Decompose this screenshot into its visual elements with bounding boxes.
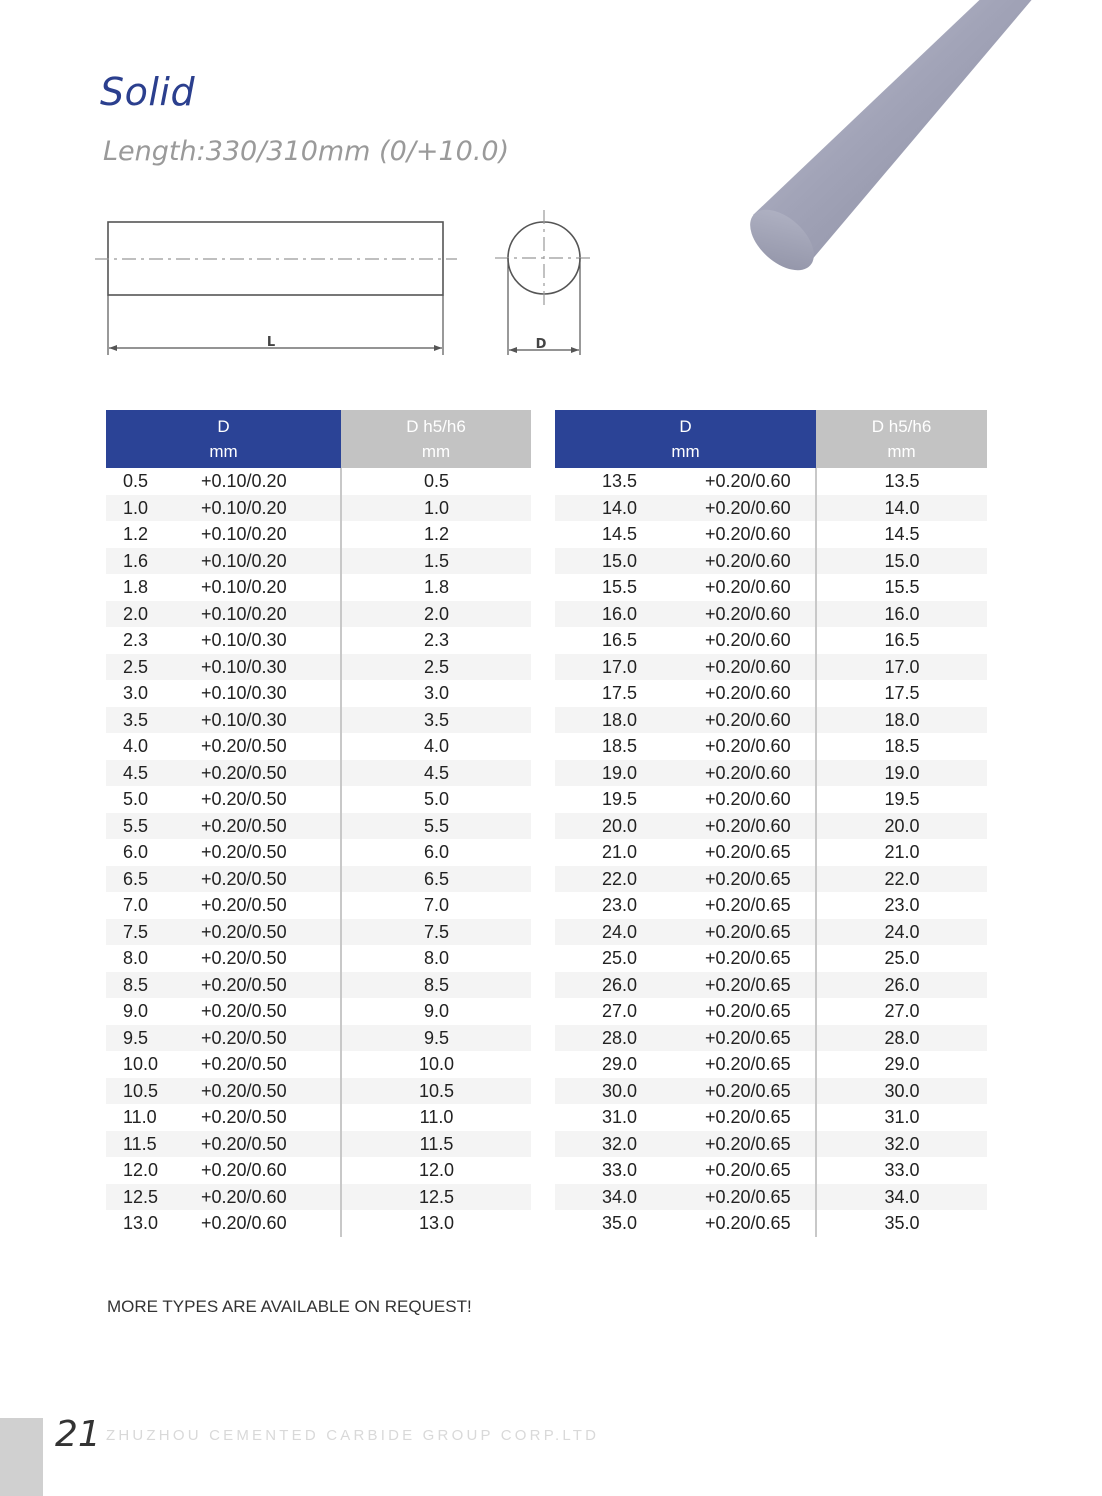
cell-d-nominal: 35.0 [602, 1213, 638, 1233]
table-row [106, 707, 531, 734]
table-row [555, 707, 987, 734]
cell-d-h5h6: 21.0 [816, 839, 987, 866]
cell-d-tolerance: +0.10/0.30 [201, 707, 341, 734]
cell-d-nominal: 8.0 [123, 948, 149, 968]
cell-d-h5h6: 30.0 [816, 1078, 987, 1105]
cell-d-nominal: 31.0 [602, 1107, 638, 1127]
cell-d-h5h6: 26.0 [816, 972, 987, 999]
cell-d-nominal: 5.5 [106, 813, 201, 840]
cell-d-h5h6: 14.5 [816, 521, 987, 548]
cell-d-h5h6: 5.0 [341, 786, 531, 813]
cell-d-h5h6: 23.0 [816, 892, 987, 919]
cell-d-h5h6: 33.0 [816, 1157, 987, 1184]
table-row [555, 548, 987, 575]
table-row [555, 1025, 987, 1052]
cell-d-tolerance: +0.20/0.60 [705, 630, 791, 650]
header-h [816, 410, 987, 468]
header-d [555, 410, 816, 468]
cell-d-nominal: 9.0 [123, 1001, 149, 1021]
cell-d-tolerance: +0.20/0.60 [705, 495, 816, 522]
cell-d-tolerance: +0.20/0.65 [705, 1001, 791, 1021]
table-row [555, 468, 987, 495]
cell-d-tolerance: +0.20/0.50 [201, 948, 287, 968]
cell-d-tolerance: +0.10/0.20 [201, 548, 341, 575]
cell-d-nominal: 12.5 [106, 1184, 201, 1211]
cell-d-nominal: 16.5 [602, 630, 638, 650]
cell-d-nominal: 25.0 [602, 948, 638, 968]
table-header-row [106, 410, 531, 468]
table-row [555, 601, 987, 628]
cell-d-nominal: 24.0 [555, 919, 705, 946]
table-row [555, 839, 987, 866]
cell-d-nominal: 12.0 [123, 1160, 159, 1180]
cell-d-tolerance: +0.20/0.60 [705, 471, 791, 491]
cell-d-nominal: 18.0 [555, 707, 705, 734]
table-row [106, 627, 531, 654]
cell-d-h5h6: 8.5 [341, 972, 531, 999]
table-row [555, 1078, 987, 1105]
cell-d-nominal: 10.0 [123, 1054, 159, 1074]
cell-d-nominal: 33.0 [602, 1160, 638, 1180]
cell-d-nominal: 1.0 [106, 495, 201, 522]
cell-d-nominal: 9.5 [106, 1025, 201, 1052]
table-row [106, 813, 531, 840]
table-row [106, 574, 531, 601]
rod-side-view-drawing [95, 205, 465, 360]
cell-d-h5h6: 9.0 [341, 998, 531, 1025]
diameter-label: D [535, 337, 547, 352]
cell-d-nominal: 27.0 [602, 1001, 638, 1021]
cell-d-h5h6: 17.0 [816, 654, 987, 681]
cell-d-tolerance: +0.20/0.65 [705, 972, 816, 999]
cell-d-h5h6: 4.5 [341, 760, 531, 787]
cell-d-tolerance: +0.10/0.30 [201, 630, 287, 650]
cell-d-h5h6: 32.0 [816, 1131, 987, 1158]
table-row [555, 680, 987, 707]
table-row [106, 892, 531, 919]
cell-d-nominal: 29.0 [602, 1054, 638, 1074]
cell-d-nominal: 34.0 [555, 1184, 705, 1211]
cell-d-nominal: 6.0 [123, 842, 149, 862]
cell-d-nominal: 26.0 [555, 972, 705, 999]
cell-d-tolerance: +0.20/0.60 [201, 1213, 287, 1233]
cell-d-tolerance: +0.10/0.20 [201, 495, 341, 522]
cell-d-h5h6: 18.0 [816, 707, 987, 734]
cell-d-nominal: 28.0 [555, 1025, 705, 1052]
cell-d-tolerance: +0.10/0.20 [201, 471, 287, 491]
header-h-label: D h5/h6 [871, 417, 932, 436]
cell-d-h5h6: 24.0 [816, 919, 987, 946]
table-body-right [555, 468, 987, 1237]
cell-d-nominal: 14.5 [602, 524, 638, 544]
cell-d-tolerance: +0.20/0.65 [705, 1213, 791, 1233]
cell-d-nominal: 11.0 [123, 1107, 157, 1127]
cell-d-nominal: 17.5 [602, 683, 638, 703]
cell-d-nominal: 14.0 [555, 495, 705, 522]
cell-d-tolerance: +0.20/0.50 [201, 760, 341, 787]
table-row [555, 1131, 987, 1158]
cell-d-tolerance: +0.20/0.50 [201, 866, 341, 893]
table-row [555, 1210, 987, 1237]
cell-d-h5h6: 9.5 [341, 1025, 531, 1052]
cell-d-h5h6: 28.0 [816, 1025, 987, 1052]
cell-d-tolerance: +0.20/0.60 [201, 1160, 287, 1180]
cell-d-tolerance: +0.20/0.60 [705, 683, 791, 703]
cell-d-nominal: 8.5 [106, 972, 201, 999]
table-row [106, 786, 531, 813]
cell-d-nominal: 13.5 [602, 471, 638, 491]
cell-d-h5h6: 17.5 [816, 680, 987, 707]
header-d-label: D [679, 417, 692, 436]
cell-d-nominal: 15.0 [555, 548, 705, 575]
cell-d-tolerance: +0.20/0.50 [201, 1025, 341, 1052]
cell-d-h5h6: 12.0 [341, 1157, 531, 1184]
cell-d-nominal: 22.0 [555, 866, 705, 893]
cell-d-h5h6: 13.0 [341, 1210, 531, 1237]
cell-d-h5h6: 0.5 [341, 468, 531, 495]
length-spec: Length:330/310mm (0/+10.0) [103, 136, 510, 167]
cell-d-tolerance: +0.20/0.60 [201, 1184, 341, 1211]
cell-d-tolerance: +0.20/0.60 [705, 548, 816, 575]
cell-d-nominal: 13.0 [123, 1213, 159, 1233]
table-row [106, 654, 531, 681]
cell-d-nominal: 15.5 [602, 577, 638, 597]
cell-d-tolerance: +0.20/0.65 [705, 948, 791, 968]
cell-d-nominal: 2.3 [123, 630, 149, 650]
cell-d-nominal: 1.6 [106, 548, 201, 575]
cell-d-h5h6: 15.0 [816, 548, 987, 575]
table-row [555, 866, 987, 893]
table-row [555, 919, 987, 946]
cell-d-h5h6: 4.0 [341, 733, 531, 760]
cell-d-h5h6: 27.0 [816, 998, 987, 1025]
cell-d-tolerance: +0.20/0.60 [705, 601, 816, 628]
table-row [555, 945, 987, 972]
cell-d-tolerance: +0.20/0.50 [201, 842, 287, 862]
cell-d-h5h6: 18.5 [816, 733, 987, 760]
cell-d-tolerance: +0.20/0.65 [705, 895, 791, 915]
cell-d-h5h6: 2.0 [341, 601, 531, 628]
header-h-unit: mm [421, 442, 451, 461]
availability-note: MORE TYPES ARE AVAILABLE ON REQUEST! [107, 1297, 472, 1316]
cell-d-h5h6: 1.5 [341, 548, 531, 575]
cell-d-tolerance: +0.20/0.60 [705, 813, 816, 840]
cell-d-h5h6: 6.0 [341, 839, 531, 866]
cell-d-nominal: 6.5 [106, 866, 201, 893]
cell-d-nominal: 4.5 [106, 760, 201, 787]
table-row [106, 998, 531, 1025]
cell-d-tolerance: +0.20/0.50 [201, 1054, 287, 1074]
cell-d-h5h6: 10.0 [341, 1051, 531, 1078]
cell-d-nominal: 23.0 [602, 895, 638, 915]
cell-d-nominal: 32.0 [555, 1131, 705, 1158]
table-row [555, 654, 987, 681]
table-row [555, 998, 987, 1025]
cell-d-tolerance: +0.20/0.65 [705, 1025, 816, 1052]
table-row [106, 495, 531, 522]
table-row [106, 866, 531, 893]
cell-d-h5h6: 11.5 [341, 1131, 531, 1158]
cell-d-h5h6: 15.5 [816, 574, 987, 601]
table-row [555, 495, 987, 522]
cell-d-tolerance: +0.20/0.50 [201, 736, 287, 756]
header-h-unit: mm [887, 442, 916, 461]
cell-d-tolerance: +0.20/0.65 [705, 1184, 816, 1211]
page-title: Solid [100, 70, 196, 114]
rod-end-view-drawing [495, 205, 600, 360]
cell-d-tolerance: +0.20/0.50 [201, 813, 341, 840]
cell-d-tolerance: +0.20/0.65 [705, 1054, 791, 1074]
cell-d-nominal: 20.0 [555, 813, 705, 840]
cell-d-nominal: 7.5 [106, 919, 201, 946]
cell-d-nominal: 30.0 [555, 1078, 705, 1105]
table-row [106, 919, 531, 946]
cell-d-h5h6: 2.3 [341, 627, 531, 654]
cell-d-tolerance: +0.20/0.60 [705, 524, 791, 544]
header-d [106, 410, 341, 468]
cell-d-tolerance: +0.20/0.60 [705, 707, 816, 734]
cell-d-h5h6: 1.2 [341, 521, 531, 548]
cell-d-tolerance: +0.20/0.50 [201, 1107, 287, 1127]
cell-d-h5h6: 29.0 [816, 1051, 987, 1078]
cell-d-nominal: 0.5 [123, 471, 149, 491]
cell-d-tolerance: +0.20/0.65 [705, 866, 816, 893]
table-row [555, 786, 987, 813]
table-row [555, 1104, 987, 1131]
cell-d-nominal: 5.0 [123, 789, 149, 809]
table-row [106, 548, 531, 575]
table-row [555, 1184, 987, 1211]
cell-d-tolerance: +0.20/0.60 [705, 654, 816, 681]
table-row [555, 1051, 987, 1078]
table-row [106, 521, 531, 548]
cell-d-h5h6: 22.0 [816, 866, 987, 893]
cell-d-h5h6: 6.5 [341, 866, 531, 893]
cell-d-tolerance: +0.20/0.65 [705, 1160, 791, 1180]
cell-d-nominal: 10.5 [106, 1078, 201, 1105]
cell-d-h5h6: 8.0 [341, 945, 531, 972]
cell-d-tolerance: +0.10/0.20 [201, 601, 341, 628]
header-d-label: D [217, 417, 230, 436]
table-row [106, 1131, 531, 1158]
cell-d-h5h6: 16.5 [816, 627, 987, 654]
cell-d-nominal: 18.5 [602, 736, 638, 756]
cell-d-h5h6: 14.0 [816, 495, 987, 522]
header-d-unit: mm [671, 442, 700, 461]
table-row [555, 760, 987, 787]
table-row [555, 1157, 987, 1184]
table-row [555, 972, 987, 999]
cell-d-tolerance: +0.20/0.50 [201, 1131, 341, 1158]
cell-d-tolerance: +0.20/0.50 [201, 1078, 341, 1105]
size-table-right [555, 410, 987, 1237]
cell-d-tolerance: +0.10/0.30 [201, 654, 341, 681]
cell-d-tolerance: +0.20/0.60 [705, 789, 791, 809]
cell-d-h5h6: 5.5 [341, 813, 531, 840]
cell-d-h5h6: 20.0 [816, 813, 987, 840]
table-row [555, 813, 987, 840]
cell-d-h5h6: 19.5 [816, 786, 987, 813]
cell-d-tolerance: +0.20/0.50 [201, 919, 341, 946]
cell-d-h5h6: 25.0 [816, 945, 987, 972]
cell-d-nominal: 2.0 [106, 601, 201, 628]
table-row [555, 574, 987, 601]
company-name: ZHUZHOU CEMENTED CARBIDE GROUP CORP.LTD [106, 1427, 600, 1444]
cell-d-h5h6: 12.5 [341, 1184, 531, 1211]
table-row [106, 1025, 531, 1052]
table-row [555, 627, 987, 654]
cell-d-h5h6: 11.0 [341, 1104, 531, 1131]
table-row [106, 1184, 531, 1211]
cell-d-nominal: 7.0 [123, 895, 149, 915]
table-body-left [106, 468, 531, 1237]
table-row [106, 1157, 531, 1184]
header-d-unit: mm [209, 442, 238, 461]
table-row [106, 945, 531, 972]
table-row [106, 839, 531, 866]
table-row [555, 733, 987, 760]
cell-d-nominal: 1.8 [123, 577, 149, 597]
cell-d-h5h6: 35.0 [816, 1210, 987, 1237]
table-row [106, 733, 531, 760]
cell-d-tolerance: +0.20/0.65 [705, 1131, 816, 1158]
length-label: L [266, 335, 276, 350]
table-row [106, 1051, 531, 1078]
cell-d-nominal: 1.2 [123, 524, 149, 544]
cell-d-h5h6: 10.5 [341, 1078, 531, 1105]
table-row [106, 468, 531, 495]
cell-d-nominal: 3.0 [123, 683, 149, 703]
cell-d-h5h6: 31.0 [816, 1104, 987, 1131]
cell-d-h5h6: 1.8 [341, 574, 531, 601]
cell-d-tolerance: +0.10/0.20 [201, 524, 287, 544]
cell-d-nominal: 2.5 [106, 654, 201, 681]
size-table-left [106, 410, 531, 1237]
cell-d-nominal: 17.0 [555, 654, 705, 681]
cell-d-tolerance: +0.20/0.50 [201, 1001, 287, 1021]
page-tab [0, 1418, 43, 1496]
cell-d-h5h6: 1.0 [341, 495, 531, 522]
cell-d-nominal: 16.0 [555, 601, 705, 628]
cell-d-nominal: 21.0 [602, 842, 638, 862]
table-row [106, 972, 531, 999]
header-h-label: D h5/h6 [406, 417, 466, 436]
cell-d-tolerance: +0.20/0.65 [705, 1078, 816, 1105]
cell-d-nominal: 4.0 [123, 736, 149, 756]
cell-d-h5h6: 34.0 [816, 1184, 987, 1211]
cell-d-h5h6: 13.5 [816, 468, 987, 495]
table-row [106, 680, 531, 707]
table-row [555, 521, 987, 548]
cell-d-nominal: 19.0 [555, 760, 705, 787]
cell-d-h5h6: 3.5 [341, 707, 531, 734]
cell-d-tolerance: +0.20/0.60 [705, 736, 791, 756]
cell-d-tolerance: +0.20/0.50 [201, 895, 287, 915]
cell-d-nominal: 3.5 [106, 707, 201, 734]
cell-d-h5h6: 2.5 [341, 654, 531, 681]
table-header-row [555, 410, 987, 468]
page-number: 21 [55, 1414, 101, 1455]
cell-d-h5h6: 16.0 [816, 601, 987, 628]
header-h [341, 410, 531, 468]
cell-d-tolerance: +0.20/0.50 [201, 972, 341, 999]
table-row [106, 1210, 531, 1237]
table-row [106, 1078, 531, 1105]
cell-d-h5h6: 19.0 [816, 760, 987, 787]
table-row [106, 1104, 531, 1131]
cell-d-tolerance: +0.10/0.30 [201, 683, 287, 703]
cell-d-h5h6: 7.0 [341, 892, 531, 919]
cell-d-tolerance: +0.20/0.65 [705, 919, 816, 946]
cell-d-tolerance: +0.10/0.20 [201, 577, 287, 597]
cell-d-nominal: 11.5 [106, 1131, 201, 1158]
cell-d-tolerance: +0.20/0.60 [705, 577, 791, 597]
table-row [106, 760, 531, 787]
cell-d-tolerance: +0.20/0.60 [705, 760, 816, 787]
cell-d-h5h6: 3.0 [341, 680, 531, 707]
cell-d-tolerance: +0.20/0.50 [201, 789, 287, 809]
cell-d-tolerance: +0.20/0.65 [705, 842, 791, 862]
cell-d-h5h6: 7.5 [341, 919, 531, 946]
table-row [106, 601, 531, 628]
carbide-rod-illustration [740, 0, 1050, 275]
cell-d-nominal: 19.5 [602, 789, 638, 809]
cell-d-tolerance: +0.20/0.65 [705, 1107, 791, 1127]
table-row [555, 892, 987, 919]
